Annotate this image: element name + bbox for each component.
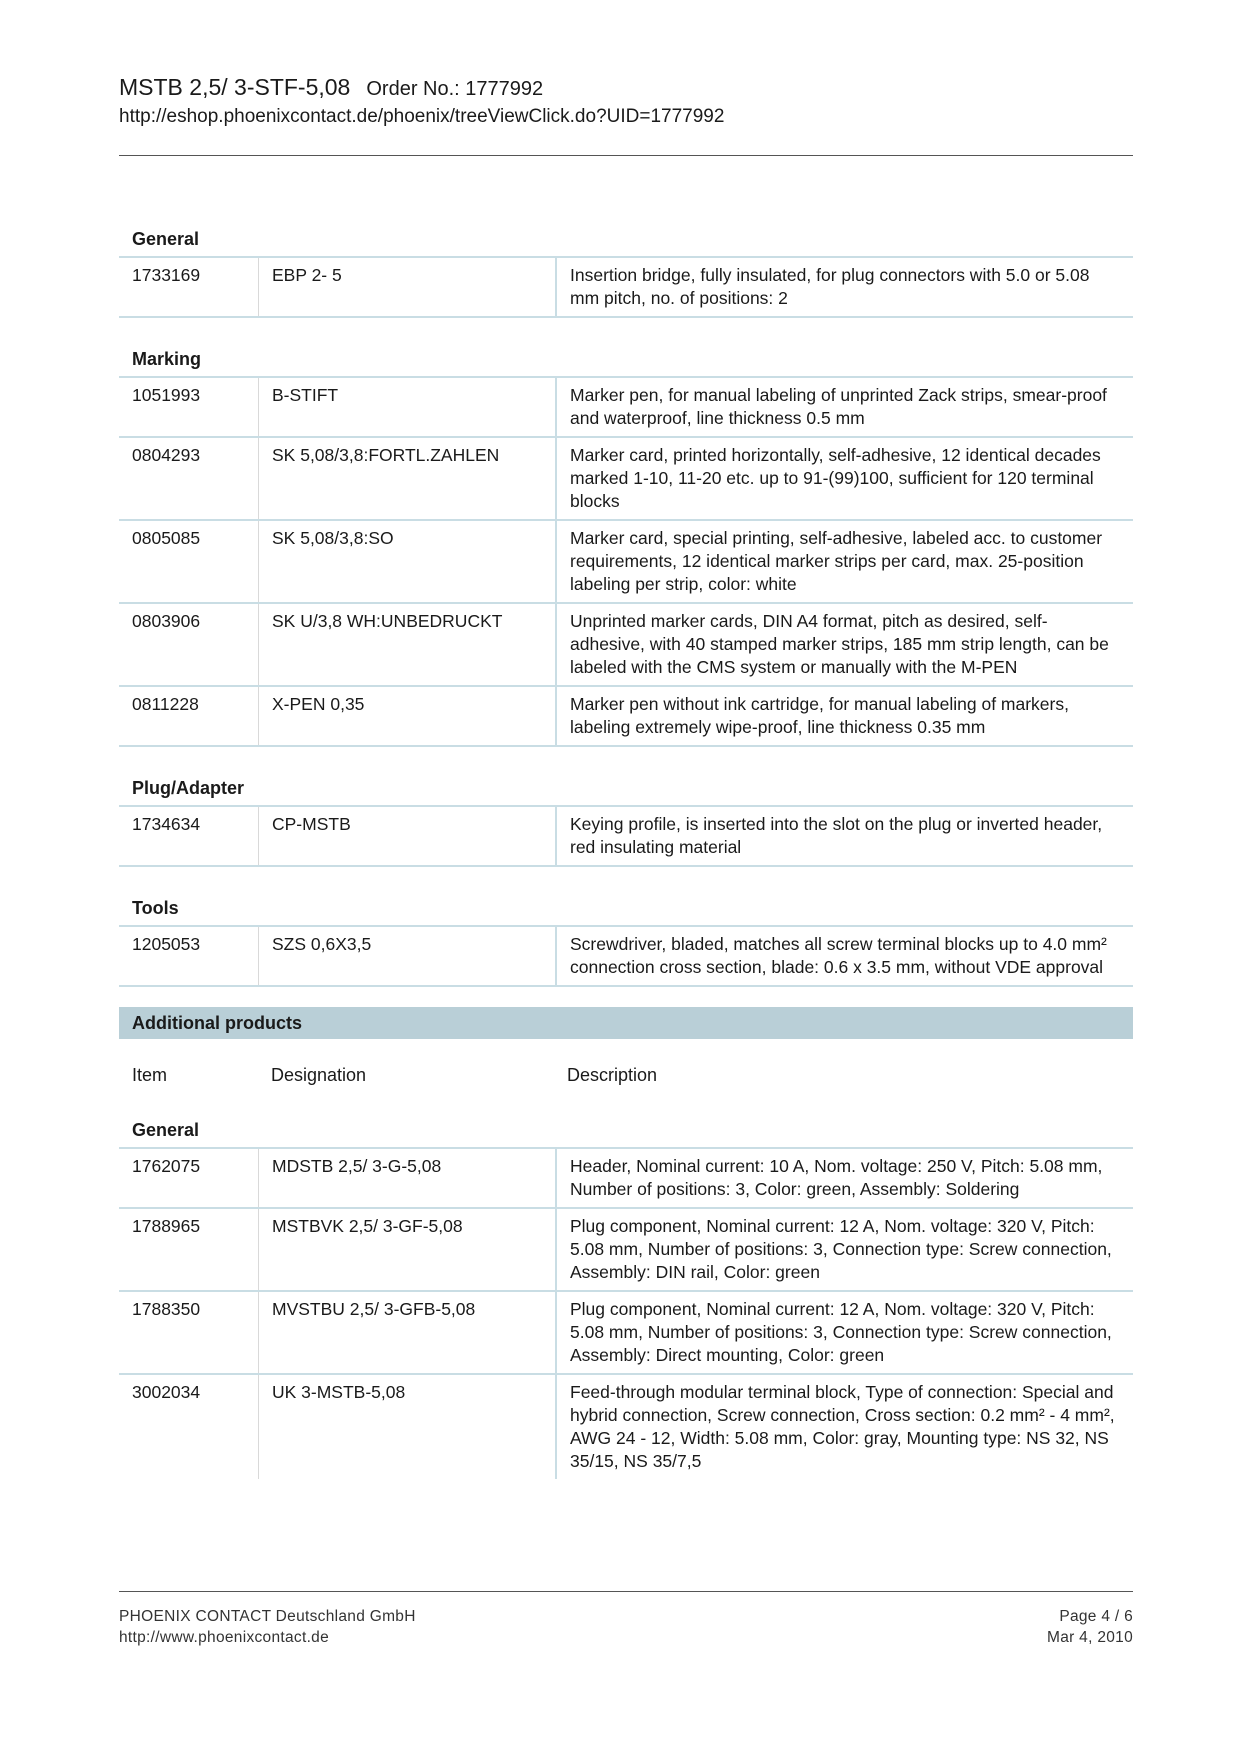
accessories-table: [119, 258, 1133, 318]
item-designation: B-STIFT: [259, 378, 557, 437]
item-description: Marker pen, for manual labeling of unprinted Zack strips, smear-proof and waterproof, line thickness 0.5 mm: [556, 378, 1133, 437]
footer-right: [1047, 1606, 1133, 1648]
additional-products-table: [119, 1149, 1133, 1479]
item-number: 1733169: [119, 258, 259, 317]
item-designation: MVSTBU 2,5/ 3-GFB-5,08: [259, 1291, 557, 1374]
item-description: Feed-through modular terminal block, Type of connection: Special and hybrid connection, Screw connection, Cross section: 0.2 mm² - 4 mm², AWG 24 - 12, Width: 5.08 mm, Color: gray, Mounting type: NS 32, NS 35/15, NS 35/7,5: [570, 1382, 1115, 1471]
table-row: [119, 603, 1133, 686]
item-designation: SZS 0,6X3,5: [259, 927, 557, 986]
accessories-sections: [119, 222, 1133, 987]
order-number: Order No.: 1777992: [366, 78, 544, 100]
item-number: 1734634: [119, 807, 259, 866]
product-url[interactable]: http://eshop.phoenixcontact.de/phoenix/treeViewClick.do?UID=1777992: [119, 106, 725, 127]
item-number: 0804293: [119, 437, 259, 520]
item-designation: MDSTB 2,5/ 3-G-5,08: [259, 1149, 557, 1208]
category-heading: Tools: [119, 891, 1133, 927]
table-row: [119, 1374, 1133, 1479]
accessories-content: [119, 222, 1133, 1479]
item-description: Marker card, special printing, self-adhesive, labeled acc. to customer requirements, 12 identical marker strips per card, max. 25-position labeling per strip, color: white: [556, 520, 1133, 603]
category-heading: General: [119, 222, 1133, 258]
item-number: 1788350: [119, 1291, 259, 1374]
accessories-table: [119, 378, 1133, 747]
item-designation: X-PEN 0,35: [259, 686, 557, 746]
column-header-description: Description: [567, 1065, 658, 1085]
item-designation: SK 5,08/3,8:SO: [259, 520, 557, 603]
table-row: [119, 437, 1133, 520]
table-row: [119, 520, 1133, 603]
item-number: 1762075: [119, 1149, 259, 1208]
header-divider: [119, 155, 1133, 156]
item-description: Insertion bridge, fully insulated, for plug connectors with 5.0 or 5.08 mm pitch, no. of positions: 2: [556, 258, 1133, 317]
item-designation: SK U/3,8 WH:UNBEDRUCKT: [259, 603, 557, 686]
item-description: Keying profile, is inserted into the slot on the plug or inverted header, red insulating material: [556, 807, 1133, 866]
table-row: [119, 1291, 1133, 1374]
category-heading: Plug/Adapter: [119, 771, 1133, 807]
item-description: Header, Nominal current: 10 A, Nom. voltage: 250 V, Pitch: 5.08 mm, Number of positions: 3, Color: green, Assembly: Soldering: [556, 1149, 1133, 1208]
table-row: [119, 378, 1133, 437]
accessories-table: [119, 807, 1133, 867]
item-description: Plug component, Nominal current: 12 A, Nom. voltage: 320 V, Pitch: 5.08 mm, Number of positions: 3, Connection type: Screw connection, Assembly: Direct mounting, Color: green: [556, 1291, 1133, 1374]
table-row: [119, 258, 1133, 317]
table-row: [119, 927, 1133, 986]
item-number: 1205053: [119, 927, 259, 986]
footer-divider: [119, 1591, 1133, 1592]
item-description: Marker card, printed horizontally, self-adhesive, 12 identical decades marked 1-10, 11-20 etc. up to 91-(99)100, sufficient for 120 terminal blocks: [556, 437, 1133, 520]
product-title: MSTB 2,5/ 3-STF-5,08: [119, 74, 351, 100]
column-headers: [119, 1064, 1133, 1086]
additional-products-heading: Additional products: [119, 1007, 1133, 1039]
item-designation: MSTBVK 2,5/ 3-GF-5,08: [259, 1208, 557, 1291]
footer-date: Mar 4, 2010: [1046, 1629, 1133, 1646]
page-footer: [119, 1606, 1133, 1648]
item-number: 0805085: [119, 520, 259, 603]
table-row: [119, 807, 1133, 866]
table-row: [119, 1208, 1133, 1291]
page-number: Page 4 / 6: [1059, 1608, 1133, 1625]
item-description: Marker pen without ink cartridge, for manual labeling of markers, labeling extremely wipe-proof, line thickness 0.35 mm: [556, 686, 1133, 746]
item-number: 1051993: [119, 378, 259, 437]
footer-company: PHOENIX CONTACT Deutschland GmbH: [119, 1608, 416, 1625]
product-title-line: [119, 72, 1133, 104]
item-designation: CP-MSTB: [259, 807, 557, 866]
item-designation: EBP 2- 5: [259, 258, 557, 317]
item-designation: UK 3-MSTB-5,08: [259, 1374, 557, 1479]
item-number: 0803906: [119, 603, 259, 686]
item-description: Plug component, Nominal current: 12 A, Nom. voltage: 320 V, Pitch: 5.08 mm, Number of positions: 3, Connection type: Screw connection, Assembly: DIN rail, Color: green: [556, 1208, 1133, 1291]
column-header-designation: Designation: [271, 1065, 367, 1085]
table-row: [119, 686, 1133, 746]
accessories-table: [119, 927, 1133, 987]
category-heading: Marking: [119, 342, 1133, 378]
item-number: 3002034: [119, 1374, 259, 1479]
footer-website[interactable]: http://www.phoenixcontact.de: [119, 1629, 330, 1646]
item-designation: SK 5,08/3,8:FORTL.ZAHLEN: [259, 437, 557, 520]
page-header: [119, 72, 1133, 130]
column-header-item: Item: [132, 1065, 168, 1085]
table-row: [119, 1149, 1133, 1208]
item-number: 1788965: [119, 1208, 259, 1291]
item-description: Unprinted marker cards, DIN A4 format, pitch as desired, self-adhesive, with 40 stamped marker strips, 185 mm strip length, can be labeled with the CMS system or manually with the M-PEN: [556, 603, 1133, 686]
additional-category-heading: General: [119, 1113, 1133, 1149]
item-number: 0811228: [119, 686, 259, 746]
item-description: Screwdriver, bladed, matches all screw terminal blocks up to 4.0 mm² connection cross section, blade: 0.6 x 3.5 mm, without VDE approval: [556, 927, 1133, 986]
